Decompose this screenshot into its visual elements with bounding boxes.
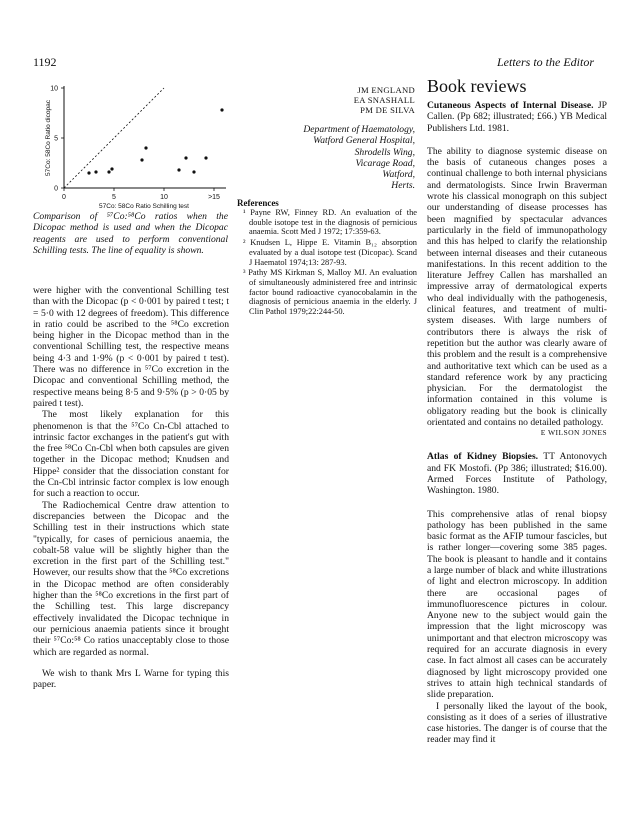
review-title: Atlas of Kidney Biopsies. <box>427 451 539 463</box>
address-line: Watford, <box>382 169 415 181</box>
book-reviews-section <box>427 76 607 746</box>
data-point <box>144 146 147 149</box>
x-tick-label: 10 <box>160 194 168 201</box>
address-line: Shrodells Wing, <box>354 146 415 158</box>
reference-item: ¹ Payne RW, Finney RD. An evaluation of the double isotope test in the diagnosis of pernicious anaemia. Scott Med J 1972; 17:359-63. <box>243 208 417 237</box>
scatter-chart <box>30 80 230 210</box>
figure-caption: Comparison of ⁵⁷Co:⁵⁸Co ratios when the Dicopac method is used and when the Dicopac reagents are used to perform conventional Schilling tests. The line of equality is shown. <box>33 211 228 257</box>
address-line: Herts. <box>391 180 415 192</box>
review-header <box>427 451 607 496</box>
review-details: TT Antonovych and FK Mostofi. (Pp 386; illustrated; $16.00). Armed Forces Institute of Pathology, Washington. 1980. <box>427 451 607 497</box>
data-point <box>140 158 143 161</box>
acknowledgement: We wish to thank Mrs L Warne for typing this paper. <box>33 667 229 691</box>
x-tick-label: 0 <box>62 194 66 201</box>
paragraph: The most likely explanation for this phenomenon is that the ⁵⁷Co Cn-Cbl attached to intrinsic factor exchanges in the patient's gut with the free ⁵⁸Co Cn-Cbl when both capsules are given together in the Dicopac method; Knudsen and Hippe² consider that the dissociation constant for the Cn-Cbl intrinsic factor complex is low enough for such a reaction to occur. <box>33 409 229 500</box>
references-title: References <box>237 198 279 208</box>
references-section <box>237 198 417 318</box>
data-point <box>87 171 90 174</box>
paragraph: were higher with the conventional Schilling test than with the Dicopac (p < 0·001 by paired t test; t = 5·0 with 12 degrees of freedom). This difference in ratio could be ascribed to the ⁵⁸Co excretion being higher in the Dicopac method than in the conventional Schilling test, the respective means being 4·3 and 1·9% (p < 0·001 by paired t test). There was no difference in ⁵⁷Co excretion in the Dicopac and conventional Schilling method, the respective means being 8·5 and 9·5% (p > 0·05 by paired t test). <box>33 285 229 409</box>
review-title: Cutaneous Aspects of Internal Disease. <box>427 100 594 111</box>
page-number: 1192 <box>33 55 57 69</box>
running-title: Letters to the Editor <box>497 55 594 69</box>
author: JM ENGLAND <box>357 85 415 95</box>
data-point <box>220 108 223 111</box>
data-point <box>177 168 180 171</box>
data-point <box>184 156 187 159</box>
data-point <box>204 156 207 159</box>
data-point <box>107 170 110 173</box>
left-body-text <box>33 285 229 690</box>
reviewer-name: E WILSON JONES <box>540 428 607 438</box>
paragraph: This comprehensive atlas of renal biopsy pathology has been published in the same basic format as the AFIP tumour fascicles, but is rather longer—covering some 385 pages. The book is pleasant to handle and it contains a large number of black and white illustrations of light and electron microscopy. In addition there are occasional pages of immunofluorescence pictures in colour. Anyone new to the subject would gain the impression that the light microscopy was unimportant and that electron microscopy was required for an accurate diagnosis in every case. In fact almost all cases can be accurately diagnosed by light microscopy provided one strives to attain high technical standards of slide preparation. <box>427 508 607 701</box>
section-title: Book reviews <box>427 76 527 96</box>
data-point <box>192 170 195 173</box>
y-axis-label: 57Co: 58Co Ratio dicopac <box>45 100 52 176</box>
review-body <box>427 509 607 746</box>
x-tick-label: >15 <box>208 194 220 201</box>
reference-item: ³ Pathy MS Kirkman S, Malloy MJ. An evaluation of simultaneously administered free and intrinsic factor bound radioactive cyanocobalamin in the diagnosis of pernicious anaemia in the elderly. J Clin Pathol 1979;22:244-50. <box>243 268 417 317</box>
author-address <box>245 124 415 192</box>
reference-item: ² Knudsen L, Hippe E. Vitamin B₁₂ absorption evaluated by a dual isotope test (Dicopac). Scand J Haematol 1974;13: 287-93. <box>243 238 417 267</box>
line-of-equality <box>64 88 164 188</box>
review-header <box>427 100 607 134</box>
y-tick-label: 10 <box>50 85 58 93</box>
review-body: The ability to diagnose systemic disease on the basis of cutaneous changes poses a continual challenge to both internal physicians and dermatologists. Since Irwin Braverman wrote his classical monograph on this subject our understanding of disease processes has been magnified by spectacular advances particularly in the field of immunopathology and this has helped to clarify the relationship between internal diseases and their cutaneous manifestations. In this recent addition to the literature Jeffrey Callen has marshalled an impressive array of dermatological experts who deal individually with the pathogenesis, clinical features, and treatment of multi-system diseases. With large numbers of contributors there is always the risk of repetition but the author was clearly aware of this problem and the result is a comprehensive and authoritative text which can be used as a standard reference work by any practicing physician. For the dermatologist the information contained in this volume is obligatory reading but the book is clinically orientated and contains no detailed pathology. <box>427 145 607 429</box>
review-details: JP Callen. (Pp 682; illustrated; £66.) YB Medical Publishers Ltd. 1981. <box>427 100 607 134</box>
data-point <box>110 167 113 170</box>
address-line: Watford General Hospital, <box>313 135 415 147</box>
address-line: Vicarage Road, <box>355 157 415 169</box>
paragraph: I personally liked the layout of the book, consisting as it does of a series of illustrative case histories. The danger is of course that the reader may find it <box>427 700 607 746</box>
author: EA SNASHALL <box>353 95 415 105</box>
y-tick-label: 0 <box>54 185 58 193</box>
author-list <box>245 85 415 115</box>
x-axis-label: 57Co: 58Co Ratio Schilling test <box>99 203 189 210</box>
x-tick-label: 5 <box>112 194 116 201</box>
data-point <box>94 170 97 173</box>
y-tick-label: 5 <box>54 135 58 143</box>
paragraph: The Radiochemical Centre draw attention to discrepancies between the Dicopac and the Schilling test in their instructions which state "typically, for cases of pernicious anaemia, the cobalt-58 value will be slightly higher than the excretion in the first part of the Schilling test." However, our results show that the ⁵⁸Co excretions in the Dicopac method are often considerably higher than the ⁵⁸Co excretions in the first part of the Schilling test. This large discrepancy effectively invalidated the Dicopac technique in our pernicious anaemia patients since it brought their ⁵⁷Co:⁵⁸ Co ratios unacceptably close to those which are regarded as normal. <box>33 499 229 658</box>
author: PM DE SILVA <box>360 105 415 115</box>
address-line: Department of Haematology, <box>303 124 415 135</box>
